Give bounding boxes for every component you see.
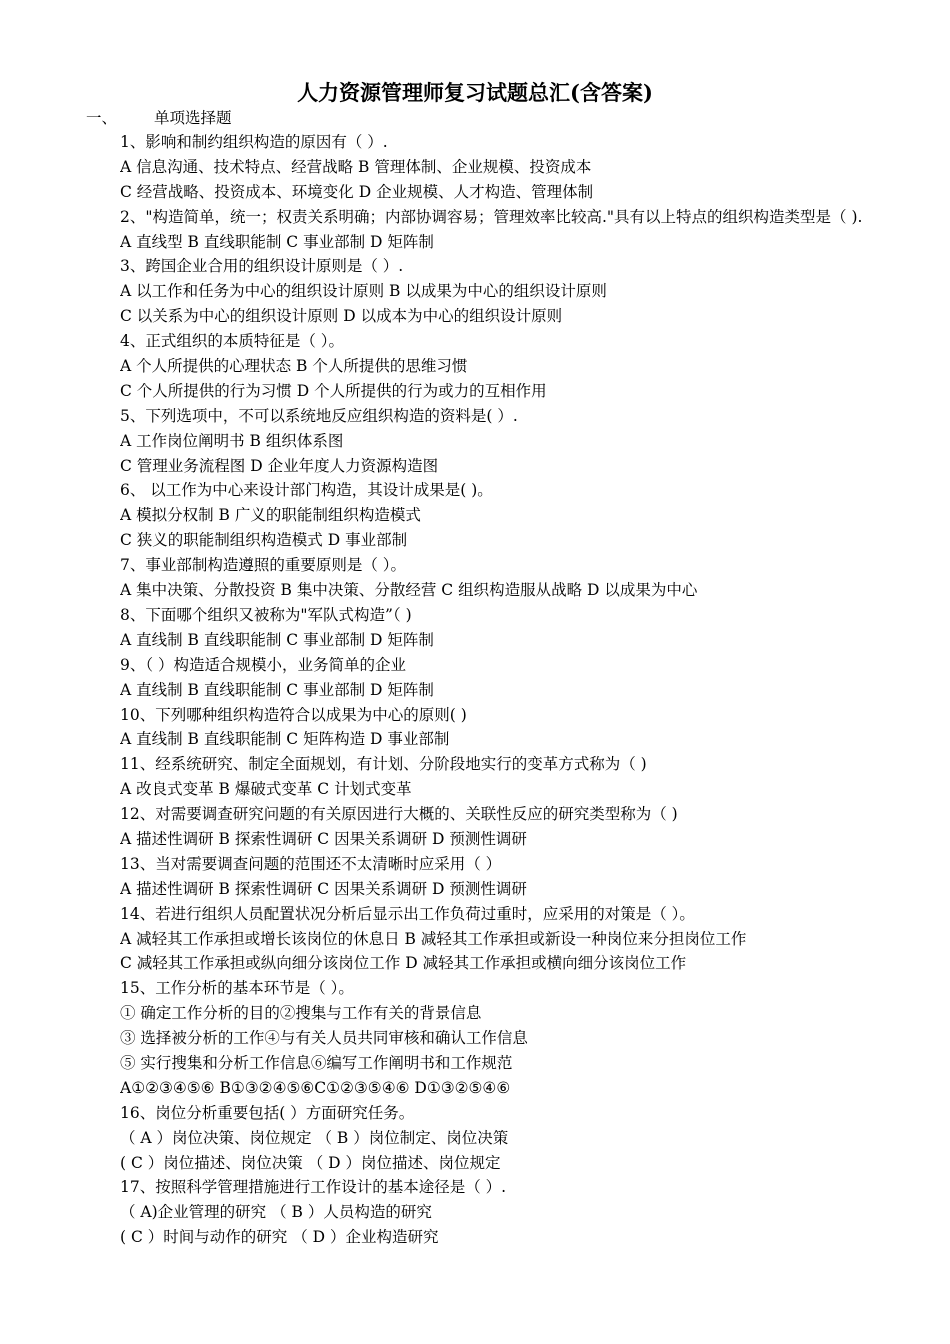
question-text: 1、影响和制约组织构造的原因有（ ）.: [120, 133, 388, 151]
answer-option-line: C 以关系为中心的组织设计原则 D 以成本为中心的组织设计原则: [120, 307, 563, 326]
answer-option-line: A 描述性调研 B 探索性调研 C 因果关系调研 D 预测性调研: [120, 829, 527, 848]
answer-option-line: C 经营战略、投资成本、环境变化 D 企业规模、人才构造、管理体制: [120, 182, 594, 201]
answer-option-line: A 直线制 B 直线职能制 C 事业部制 D 矩阵制: [120, 630, 434, 649]
answer-option-line: A 直线制 B 直线职能制 C 矩阵构造 D 事业部制: [120, 730, 450, 749]
answer-option-line: C 管理业务流程图 D 企业年度人力资源构造图: [120, 456, 439, 475]
answer-option-line: C 减轻其工作承担或纵向细分该岗位工作 D 减轻其工作承担或横向细分该岗位工作: [120, 954, 687, 973]
question-text: 16、岗位分析重要包括( ）方面研究任务。: [120, 1103, 415, 1122]
question-text: 9、（ ）构造适合规模小，业务简单的企业: [120, 655, 407, 674]
question-text: 13、当对需要调查问题的范围还不太清晰时应采用（ ）: [120, 854, 502, 873]
question-text: 7、事业部制构造遵照的重要原则是（ ）。: [120, 556, 407, 575]
answer-option-line: ( C ）岗位描述、岗位决策 （ D ）岗位描述、岗位规定: [120, 1153, 501, 1172]
answer-option-line: ( C ）时间与动作的研究 （ D ）企业构造研究: [120, 1228, 439, 1247]
answer-option-line: ③ 选择被分析的工作④与有关人员共同审核和确认工作信息: [120, 1029, 528, 1048]
question-text: 3、跨国企业合用的组织设计原则是（ ）.: [120, 257, 404, 276]
answer-option-line: A 以工作和任务为中心的组织设计原则 B 以成果为中心的组织设计原则: [120, 282, 607, 301]
section-heading: [86, 107, 232, 129]
section-label: 单项选择题: [154, 109, 232, 127]
answer-option-line: A 改良式变革 B 爆破式变革 C 计划式变革: [120, 780, 412, 799]
answer-option-line: A 直线制 B 直线职能制 C 事业部制 D 矩阵制: [120, 680, 434, 699]
answer-option-line: （ A ）岗位决策、岗位规定 （ B ）岗位制定、岗位决策: [120, 1128, 509, 1147]
question-text: 2、"构造简单，统一；权责关系明确；内部协调容易；管理效率比较高."具有以上特点的组织构造类型是（ ).: [120, 207, 863, 226]
answer-option-line: A 减轻其工作承担或增长该岗位的休息日 B 减轻其工作承担或新设一种岗位来分担岗位工作: [120, 929, 747, 948]
answer-option-line: ① 确定工作分析的目的②搜集与工作有关的背景信息: [120, 1004, 482, 1023]
question-text: 12、对需要调查研究问题的有关原因进行大概的、关联性反应的研究类型称为（ ): [120, 805, 678, 824]
question-text: 11、经系统研究、制定全面规划，有计划、分阶段地实行的变革方式称为（ ): [120, 755, 647, 774]
question-list: [120, 130, 880, 1250]
answer-option-line: A 信息沟通、技术特点、经营战略 B 管理体制、企业规模、投资成本: [120, 157, 592, 176]
answer-option-line: C 狭义的职能制组织构造模式 D 事业部制: [120, 531, 408, 550]
question-text: 8、下面哪个组织又被称为"军队式构造”（ ): [120, 605, 412, 624]
answer-option-line: C 个人所提供的行为习惯 D 个人所提供的行为或力的互相作用: [120, 381, 547, 400]
answer-option-line: A 集中决策、分散投资 B 集中决策、分散经营 C 组织构造服从战略 D 以成果为中心: [120, 581, 698, 600]
answer-option-line: A 模拟分权制 B 广义的职能制组织构造模式: [120, 506, 421, 525]
question-text: 14、若进行组织人员配置状况分析后显示出工作负荷过重时，应采用的对策是（ ）。: [120, 904, 695, 923]
question-text: 5、下列选项中，不可以系统地反应组织构造的资料是( ）.: [120, 406, 518, 425]
answer-option-line: A 工作岗位阐明书 B 组织体系图: [120, 431, 344, 450]
document-title: 人力资源管理师复习试题总汇(含答案): [297, 80, 653, 105]
question-text: 4、正式组织的本质特征是（ ）。: [120, 332, 345, 351]
section-number: 一、: [86, 109, 118, 127]
answer-option-line: A 描述性调研 B 探索性调研 C 因果关系调研 D 预测性调研: [120, 879, 527, 898]
question-text: 15、工作分析的基本环节是（ ）。: [120, 979, 354, 998]
answer-option-line: （ A)企业管理的研究 （ B ）人员构造的研究: [120, 1203, 432, 1222]
answer-option-line: ⑤ 实行搜集和分析工作信息⑥编写工作阐明书和工作规范: [120, 1053, 513, 1072]
question-text: 6、 以工作为中心来设计部门构造，其设计成果是( )。: [120, 481, 493, 500]
answer-option-line: A 直线型 B 直线职能制 C 事业部制 D 矩阵制: [120, 232, 434, 251]
answer-option-line: A 个人所提供的心理状态 B 个人所提供的思维习惯: [120, 357, 468, 376]
question-text: 17、按照科学管理措施进行工作设计的基本途径是（ ）.: [120, 1178, 507, 1197]
question-text: 10、下列哪种组织构造符合以成果为中心的原则( ): [120, 705, 467, 724]
answer-option-line: A①②③④⑤⑥ B①③②④⑤⑥C①②③⑤④⑥ D①③②⑤④⑥: [120, 1078, 511, 1097]
